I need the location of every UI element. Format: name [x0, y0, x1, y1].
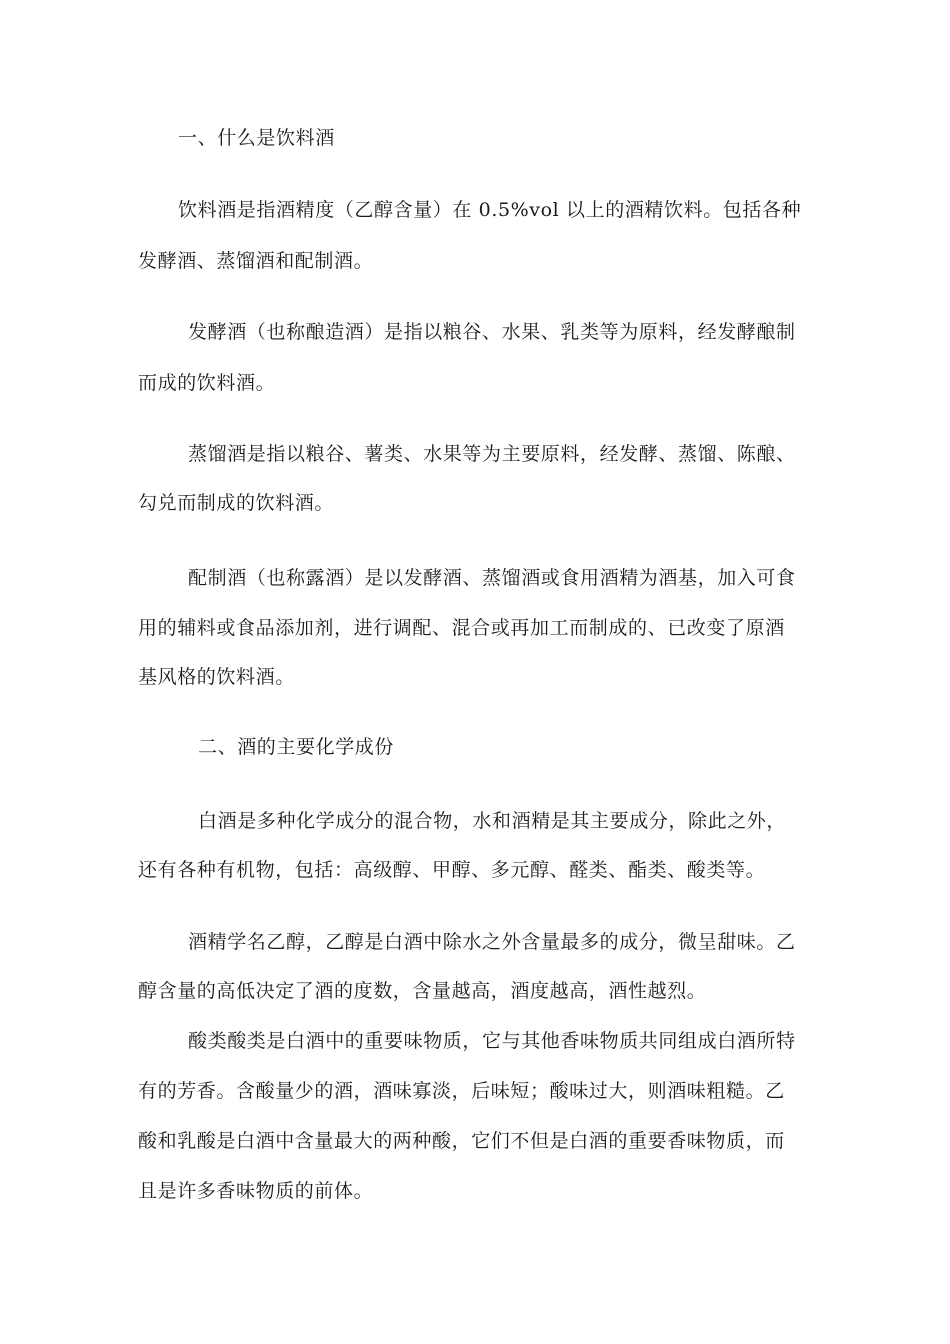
paragraph-line: 蒸馏酒是指以粮谷、薯类、水果等为主要原料，经发酵、蒸馏、陈酿、	[188, 443, 796, 465]
paragraph-line: 而成的饮料酒。	[138, 372, 276, 394]
paragraph-line: 白酒是多种化学成分的混合物，水和酒精是其主要成分，除此之外，	[198, 810, 787, 832]
paragraph-line: 发酵酒、蒸馏酒和配制酒。	[138, 250, 374, 272]
paragraph-line: 饮料酒是指酒精度（乙醇含量）在 0.5%vol 以上的酒精饮料。包括各种	[178, 199, 802, 221]
paragraph-line: 酒精学名乙醇，乙醇是白酒中除水之外含量最多的成分，微呈甜味。乙	[188, 931, 796, 953]
paragraph-line: 酸类酸类是白酒中的重要味物质，它与其他香味物质共同组成白酒所特	[188, 1030, 796, 1052]
paragraph-line: 酸和乳酸是白酒中含量最大的两种酸，它们不但是白酒的重要香味物质，而	[138, 1130, 785, 1152]
paragraph-line: 有的芳香。含酸量少的酒，酒味寡淡，后味短；酸味过大，则酒味粗糙。乙	[138, 1080, 785, 1102]
section-heading-2: 二、酒的主要化学成份	[198, 736, 395, 758]
paragraph-line: 还有各种有机物，包括：高级醇、甲醇、多元醇、醛类、酯类、酸类等。	[138, 859, 766, 881]
paragraph-line: 基风格的饮料酒。	[138, 666, 295, 688]
paragraph-line: 用的辅料或食品添加剂，进行调配、混合或再加工而制成的、已改变了原酒	[138, 617, 785, 639]
paragraph-line: 醇含量的高低决定了酒的度数，含量越高，酒度越高，酒性越烈。	[138, 980, 707, 1002]
section-heading-1: 一、什么是饮料酒	[178, 127, 335, 149]
paragraph-line: 发酵酒（也称酿造酒）是指以粮谷、水果、乳类等为原料，经发酵酿制	[188, 321, 796, 343]
paragraph-line: 且是许多香味物质的前体。	[138, 1180, 374, 1202]
paragraph-line: 配制酒（也称露酒）是以发酵酒、蒸馏酒或食用酒精为酒基，加入可食	[188, 567, 796, 589]
paragraph-line: 勾兑而制成的饮料酒。	[138, 492, 335, 514]
